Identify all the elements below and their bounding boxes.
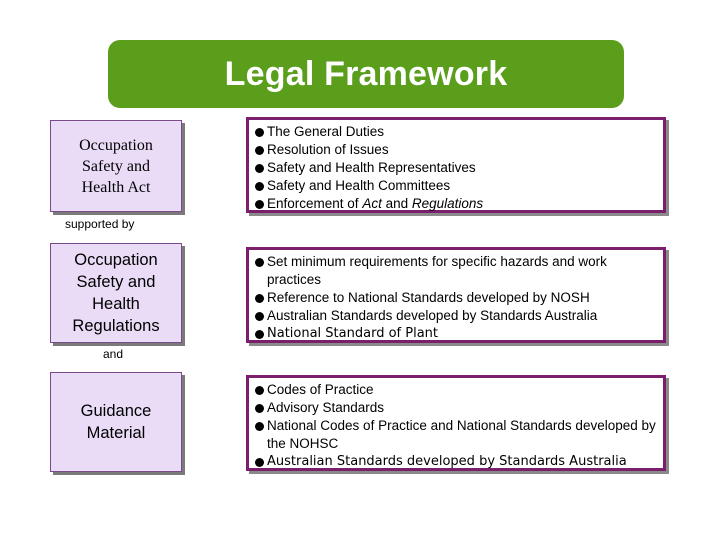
guidance-label-line: Material bbox=[86, 424, 146, 442]
list-item: National Standard of Plant bbox=[253, 325, 655, 343]
slide-title: Legal Framework bbox=[224, 54, 508, 93]
list-item: The General Duties bbox=[253, 123, 663, 141]
list-item: Set minimum requirements for specific hazards and work practices bbox=[253, 253, 655, 289]
list-item: Resolution of Issues bbox=[253, 141, 663, 159]
regulations-label-line: Health bbox=[92, 295, 140, 313]
list-item-italic: Act bbox=[362, 196, 382, 211]
regulations-label-box bbox=[50, 243, 182, 343]
regulations-items-list bbox=[253, 253, 655, 343]
title-banner bbox=[108, 40, 624, 108]
guidance-label-box bbox=[50, 372, 182, 472]
act-label bbox=[79, 135, 153, 198]
list-item: National Codes of Practice and National Standards developed by the NOHSC bbox=[253, 417, 657, 453]
list-item bbox=[253, 195, 663, 213]
regulations-label-line: Regulations bbox=[72, 317, 160, 335]
guidance-label bbox=[81, 400, 152, 444]
list-item-text: and bbox=[381, 196, 412, 211]
act-label-line: Health Act bbox=[81, 178, 151, 196]
list-item: Safety and Health Committees bbox=[253, 177, 663, 195]
list-item: Codes of Practice bbox=[253, 381, 657, 399]
list-item: Reference to National Standards developed by NOSH bbox=[253, 289, 655, 307]
guidance-items-list bbox=[253, 381, 657, 471]
act-label-line: Occupation bbox=[79, 136, 153, 154]
list-item-text: Enforcement of bbox=[267, 196, 363, 211]
regulations-label-line: Occupation bbox=[74, 251, 158, 269]
list-item: Australian Standards developed by Standards Australia bbox=[253, 453, 657, 471]
act-label-line: Safety and bbox=[82, 157, 150, 175]
regulations-label-line: Safety and bbox=[76, 273, 156, 291]
regulations-label bbox=[72, 249, 159, 337]
connector-supported-by: supported by bbox=[65, 217, 135, 231]
regulations-items-box bbox=[246, 247, 666, 343]
guidance-label-line: Guidance bbox=[80, 402, 152, 420]
list-item: Advisory Standards bbox=[253, 399, 657, 417]
list-item: Australian Standards developed by Standards Australia bbox=[253, 307, 655, 325]
list-item-italic: Regulations bbox=[411, 196, 484, 211]
guidance-items-box bbox=[246, 375, 666, 471]
list-item: Safety and Health Representatives bbox=[253, 159, 663, 177]
act-label-box bbox=[50, 120, 182, 212]
act-items-list bbox=[253, 123, 663, 213]
connector-and: and bbox=[103, 347, 124, 361]
act-items-box bbox=[246, 117, 666, 213]
